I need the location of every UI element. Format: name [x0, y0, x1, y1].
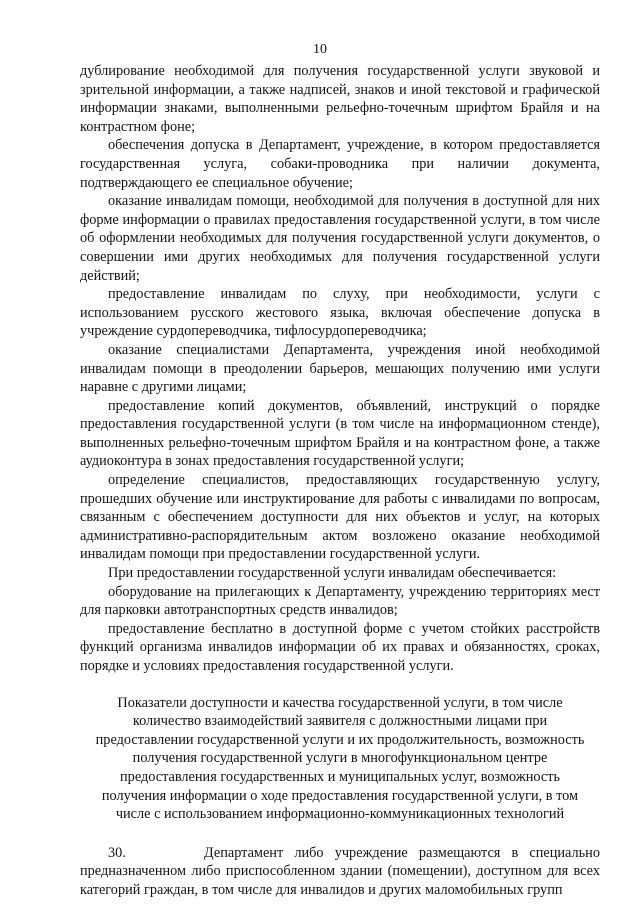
paragraph-braille-duplication: дублирование необходимой для получения государственной услуги звуковой и зрительной информации, а также надписей, знаков и иной текстовой и графической информации знаками, выполненными рельефно-точечным шрифтом Брайля и на контрастном фоне;: [80, 63, 600, 135]
heading-line: получения информации о ходе предоставления государственной услуги, в том: [101, 787, 579, 804]
paragraph-provided-list-intro: При предоставлении государственной услуги инвалидам обеспечивается:: [108, 565, 557, 582]
paragraph-sign-language: предоставление инвалидам по слуху, при необходимости, услуги с использованием русского жестового языка, включая обеспечение допуска в учреждение сурдопереводчика, тифлосурдопереводчика;: [80, 286, 600, 340]
paragraph-trained-specialists: определение специалистов, предоставляющих государственную услугу, прошедших обучение или инструктирование для работы с инвалидами по вопросам, связанным с обеспечением доступности для них объектов и услуг, на которых административно-распорядительным актом возложено оказание необходимой инвалидам помощи при предоставлении государственной услуги.: [80, 472, 600, 563]
page-number: 10: [313, 42, 327, 57]
heading-line: получения государственной услуги в многофункциональном центре: [132, 750, 548, 767]
paragraph-parking: оборудование на прилегающих к Департаменту, учреждению территориях мест для парковки автотранспортных средств инвалидов;: [80, 583, 600, 619]
clause-30: [80, 844, 600, 900]
paragraph-guide-dog: обеспечения допуска в Департамент, учреждение, в котором предоставляется государственная услуга, собаки-проводника при наличии документа, подтверждающего ее специальное обучение;: [80, 137, 600, 191]
heading-line: количество взаимодействий заявителя с должностными лицами при: [132, 713, 548, 730]
heading-line: Показатели доступности и качества государственной услуги, в том числе: [117, 694, 563, 711]
document-body: [80, 62, 600, 900]
clause-number: 30.: [108, 844, 126, 861]
clause-text: Департамент либо учреждение размещаются в специально предназначенном либо приспособленном здании (помещении), доступном для всех категорий граждан, в том числе для инвалидов и других маломобильных групп: [80, 844, 600, 898]
paragraph-free-information: предоставление бесплатно в доступной форме с учетом стойких расстройств функций организма инвалидов информации об их правах и обязанностях, сроках, порядке и условиях предоставления государственной услуги.: [80, 620, 600, 674]
heading-line: предоставления государственных и муниципальных услуг, возможность: [120, 768, 560, 785]
paragraph-barrier-help: оказание специалистами Департамента, учреждения иной необходимой инвалидам помощи в преодолении барьеров, мешающих получению ими услуги наравне с другими лицами;: [80, 341, 600, 396]
section-heading: [86, 694, 594, 824]
paragraph-assistance-info: оказание инвалидам помощи, необходимой для получения в доступной для них форме информации о правилах предоставления государственной услуги, в том числе об оформлении необходимых для получения государственной услуги документов, о совершении ими других необходимых для получения государственной услуги действий;: [80, 193, 600, 284]
heading-line: предоставлении государственной услуги и их продолжительность, возможность: [95, 731, 585, 748]
heading-line: числе с использованием информационно-коммуникационных технологий: [115, 806, 565, 823]
paragraph-document-copies: предоставление копий документов, объявлений, инструкций о порядке предоставления государственной услуги (в том числе на информационном стенде), выполненных рельефно-точечным шрифтом Брайля и на контрастном фоне, а также аудиоконтура в зонах предоставления государственной услуги;: [80, 397, 600, 470]
